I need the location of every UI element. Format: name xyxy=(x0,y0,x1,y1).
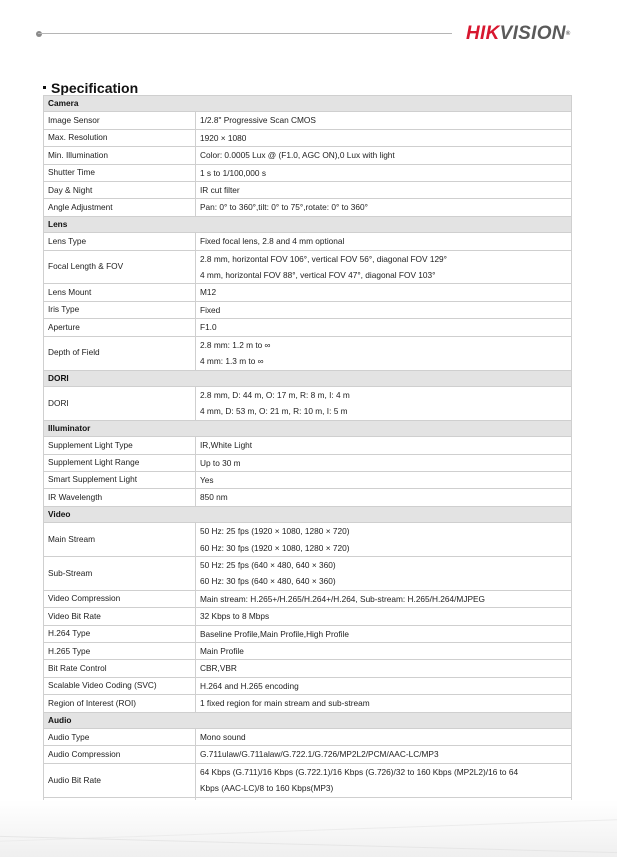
spec-label: Audio Compression xyxy=(44,746,196,763)
spec-value-line: Fixed xyxy=(200,304,221,315)
section-header xyxy=(44,506,572,522)
spec-value-line: 64 Kbps (G.711)/16 Kbps (G.722.1)/16 Kbps (G.726)/32 to 160 Kbps (MP2L2)/16 to 64 xyxy=(200,766,519,777)
section-header xyxy=(44,216,572,232)
spec-value-line: G.711ulaw/G.711alaw/G.722.1/G.726/MP2L2/PCM/AAC-LC/MP3 xyxy=(200,749,439,760)
section-header xyxy=(44,712,572,728)
spec-label: Scalable Video Coding (SVC) xyxy=(44,677,196,694)
spec-value xyxy=(196,489,572,506)
spec-value xyxy=(196,608,572,625)
spec-value xyxy=(196,729,572,746)
bullet-square-icon xyxy=(43,86,46,89)
spec-label: DORI xyxy=(44,386,196,420)
table-row xyxy=(44,625,572,642)
spec-label: Bit Rate Control xyxy=(44,660,196,677)
spec-value-line: Color: 0.0005 Lux @ (F1.0, AGC ON),0 Lux with light xyxy=(200,150,395,161)
spec-label: H.264 Type xyxy=(44,625,196,642)
page-title-text: Specification xyxy=(51,80,139,96)
spec-value-line: 4 mm: 1.3 m to ∞ xyxy=(200,356,264,367)
table-row xyxy=(44,556,572,590)
spec-value-line: 60 Hz: 30 fps (1920 × 1080, 1280 × 720) xyxy=(200,542,350,553)
spec-label: Main Stream xyxy=(44,523,196,557)
table-row xyxy=(44,523,572,557)
table-row xyxy=(44,746,572,763)
spec-label: Lens Mount xyxy=(44,284,196,301)
spec-value xyxy=(196,695,572,712)
spec-value xyxy=(196,164,572,181)
section-header xyxy=(44,370,572,386)
table-row xyxy=(44,182,572,199)
table-row xyxy=(44,233,572,250)
spec-label: Audio Bit Rate xyxy=(44,763,196,797)
spec-value-line: F1.0 xyxy=(200,322,217,333)
spec-value xyxy=(196,199,572,216)
spec-label: Shutter Time xyxy=(44,164,196,181)
spec-label: Depth of Field xyxy=(44,336,196,370)
spec-label: H.265 Type xyxy=(44,643,196,660)
spec-value-line: Mono sound xyxy=(200,732,246,743)
spec-value-line: Main stream: H.265+/H.265/H.264+/H.264, Sub-stream: H.265/H.264/MJPEG xyxy=(200,593,485,604)
table-row xyxy=(44,164,572,181)
spec-value-line: Pan: 0° to 360°,tilt: 0° to 75°,rotate: 0° to 360° xyxy=(200,202,368,213)
hikvision-logo: HIKVISION® xyxy=(466,23,571,44)
section-title: Camera xyxy=(44,96,572,112)
spec-value-line: Baseline Profile,Main Profile,High Profile xyxy=(200,628,349,639)
spec-value-line: Fixed focal lens, 2.8 and 4 mm optional xyxy=(200,236,345,247)
table-row xyxy=(44,660,572,677)
spec-value xyxy=(196,319,572,336)
section-title: Audio xyxy=(44,712,572,728)
spec-label: Video Compression xyxy=(44,590,196,607)
spec-value-line: M12 xyxy=(200,287,217,298)
spec-value-line: 4 mm, horizontal FOV 88°, vertical FOV 47°, diagonal FOV 103° xyxy=(200,270,436,281)
spec-value-line: Yes xyxy=(200,474,214,485)
table-row xyxy=(44,199,572,216)
spec-value xyxy=(196,147,572,164)
table-row xyxy=(44,763,572,797)
spec-label: Focal Length & FOV xyxy=(44,250,196,284)
table-row xyxy=(44,454,572,471)
spec-value-line: Up to 30 m xyxy=(200,457,241,468)
spec-value xyxy=(196,129,572,146)
spec-value xyxy=(196,336,572,370)
spec-value-line: 2.8 mm, D: 44 m, O: 17 m, R: 8 m, I: 4 m xyxy=(200,389,350,400)
spec-value-line: H.264 and H.265 encoding xyxy=(200,680,299,691)
spec-label: Iris Type xyxy=(44,301,196,318)
spec-value xyxy=(196,386,572,420)
spec-value xyxy=(196,660,572,677)
spec-value-line: IR cut filter xyxy=(200,185,240,196)
table-row xyxy=(44,643,572,660)
spec-value xyxy=(196,556,572,590)
spec-value-line: Main Profile xyxy=(200,646,244,656)
spec-value-line: Kbps (AAC-LC)/8 to 160 Kbps(MP3) xyxy=(200,783,334,794)
spec-label: Day & Night xyxy=(44,182,196,199)
header-rule xyxy=(38,33,452,34)
table-row xyxy=(44,147,572,164)
spec-label: IR Wavelength xyxy=(44,489,196,506)
spec-value xyxy=(196,523,572,557)
specification-table xyxy=(43,95,572,832)
table-row xyxy=(44,284,572,301)
spec-value xyxy=(196,437,572,454)
spec-value xyxy=(196,112,572,129)
spec-value xyxy=(196,677,572,694)
section-title: Illuminator xyxy=(44,420,572,436)
table-row xyxy=(44,608,572,625)
spec-label: Region of Interest (ROI) xyxy=(44,695,196,712)
table-row xyxy=(44,250,572,284)
spec-label: Audio Type xyxy=(44,729,196,746)
spec-value-line: 50 Hz: 25 fps (640 × 480, 640 × 360) xyxy=(200,559,336,570)
spec-label: Lens Type xyxy=(44,233,196,250)
spec-label: Aperture xyxy=(44,319,196,336)
spec-value-line: 32 Kbps to 8 Mbps xyxy=(200,611,270,622)
footer-decoration xyxy=(0,800,617,857)
spec-label: Min. Illumination xyxy=(44,147,196,164)
header-dot xyxy=(36,31,42,37)
table-row xyxy=(44,319,572,336)
spec-value xyxy=(196,454,572,471)
spec-value-line: 1 fixed region for main stream and sub-stream xyxy=(200,698,370,709)
spec-label: Image Sensor xyxy=(44,112,196,129)
section-title: DORI xyxy=(44,370,572,386)
spec-value-line: 2.8 mm, horizontal FOV 106°, vertical FOV 56°, diagonal FOV 129° xyxy=(200,253,447,264)
spec-value-line: 850 nm xyxy=(200,492,228,503)
table-row xyxy=(44,112,572,129)
spec-label: Max. Resolution xyxy=(44,129,196,146)
table-row xyxy=(44,489,572,506)
table-row xyxy=(44,590,572,607)
table-row xyxy=(44,471,572,488)
spec-value-line: 1/2.8" Progressive Scan CMOS xyxy=(200,115,316,126)
section-title: Lens xyxy=(44,216,572,232)
spec-value xyxy=(196,182,572,199)
section-title: Video xyxy=(44,506,572,522)
spec-value xyxy=(196,250,572,284)
section-header xyxy=(44,96,572,112)
spec-label: Smart Supplement Light xyxy=(44,471,196,488)
spec-value-line: 2.8 mm: 1.2 m to ∞ xyxy=(200,339,271,350)
table-row xyxy=(44,336,572,370)
table-row xyxy=(44,437,572,454)
spec-label: Sub-Stream xyxy=(44,556,196,590)
spec-value-line: 4 mm, D: 53 m, O: 21 m, R: 10 m, I: 5 m xyxy=(200,406,348,417)
table-row xyxy=(44,301,572,318)
table-row xyxy=(44,677,572,694)
table-row xyxy=(44,129,572,146)
spec-value xyxy=(196,625,572,642)
spec-value xyxy=(196,746,572,763)
section-header xyxy=(44,420,572,436)
spec-value-line: 50 Hz: 25 fps (1920 × 1080, 1280 × 720) xyxy=(200,526,350,537)
spec-value xyxy=(196,284,572,301)
spec-label: Supplement Light Range xyxy=(44,454,196,471)
table-row xyxy=(44,729,572,746)
spec-value xyxy=(196,763,572,797)
spec-label: Supplement Light Type xyxy=(44,437,196,454)
spec-value-line: IR,White Light xyxy=(200,440,253,451)
spec-value-line: 60 Hz: 30 fps (640 × 480, 640 × 360) xyxy=(200,576,336,587)
spec-label: Angle Adjustment xyxy=(44,199,196,216)
spec-value xyxy=(196,301,572,318)
spec-label: Video Bit Rate xyxy=(44,608,196,625)
spec-value xyxy=(196,233,572,250)
spec-value xyxy=(196,590,572,607)
spec-value-line: 1920 × 1080 xyxy=(200,132,247,143)
table-row xyxy=(44,386,572,420)
spec-value-line: 1 s to 1/100,000 s xyxy=(200,167,266,178)
spec-value xyxy=(196,643,572,660)
spec-value xyxy=(196,471,572,488)
table-row xyxy=(44,695,572,712)
spec-value-line: CBR,VBR xyxy=(200,663,237,674)
